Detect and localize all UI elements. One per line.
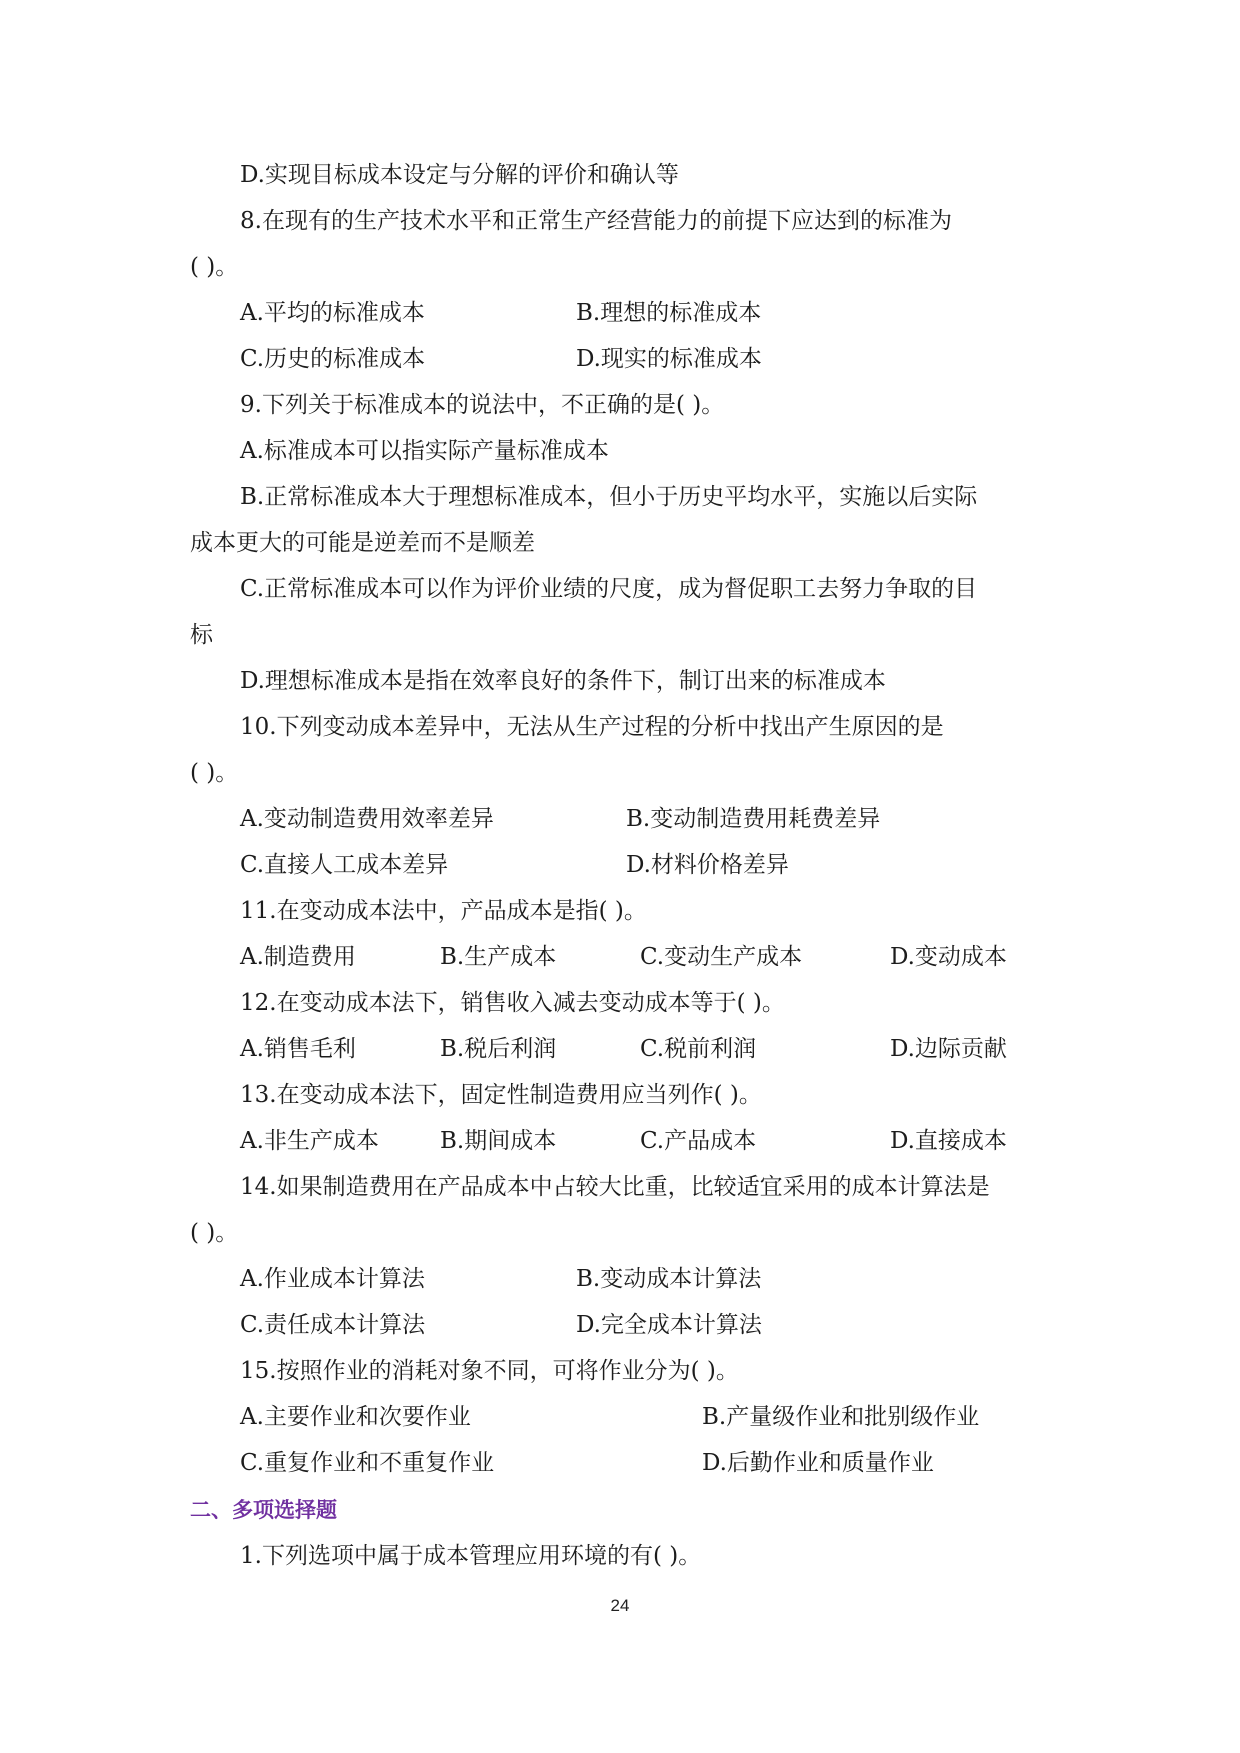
q14-option-c: C.责任成本计算法 — [240, 1312, 426, 1338]
q15-stem: 15.按照作业的消耗对象不同，可将作业分为( )。 — [240, 1358, 739, 1384]
q14-stem-continuation: ( )。 — [190, 1220, 239, 1246]
q15-option-d: D.后勤作业和质量作业 — [702, 1450, 934, 1476]
q14-option-b: B.变动成本计算法 — [576, 1266, 762, 1292]
q8-option-a: A.平均的标准成本 — [240, 300, 425, 326]
q13-option-b: B.期间成本 — [440, 1128, 557, 1154]
q11-option-c: C.变动生产成本 — [640, 944, 803, 970]
q11-option-d: D.变动成本 — [890, 944, 1007, 970]
q10-option-d: D.材料价格差异 — [626, 852, 789, 878]
q15-option-a: A.主要作业和次要作业 — [240, 1404, 471, 1430]
q13-option-a: A.非生产成本 — [240, 1128, 379, 1154]
q10-option-b: B.变动制造费用耗费差异 — [626, 806, 881, 832]
q9-option-d: D.理想标准成本是指在效率良好的条件下，制订出来的标准成本 — [240, 668, 886, 694]
q9-option-c-line2: 标 — [190, 622, 213, 648]
q15-option-b: B.产量级作业和批别级作业 — [702, 1404, 980, 1430]
page-number: 24 — [610, 1596, 630, 1615]
q8-stem-continuation: ( )。 — [190, 254, 239, 280]
q9-option-b-line2: 成本更大的可能是逆差而不是顺差 — [190, 530, 535, 556]
q9-stem: 9.下列关于标准成本的说法中，不正确的是( )。 — [240, 392, 725, 418]
q14-stem: 14.如果制造费用在产品成本中占较大比重，比较适宜采用的成本计算法是 — [240, 1174, 990, 1200]
section-heading-multiple-choice: 二、多项选择题 — [190, 1498, 337, 1522]
q10-option-c: C.直接人工成本差异 — [240, 852, 449, 878]
q9-option-c-line1: C.正常标准成本可以作为评价业绩的尺度，成为督促职工去努力争取的目 — [240, 576, 978, 602]
q8-option-d: D.现实的标准成本 — [576, 346, 762, 372]
q7-option-d: D.实现目标成本设定与分解的评价和确认等 — [240, 162, 679, 188]
q10-option-a: A.变动制造费用效率差异 — [240, 806, 494, 832]
q12-option-a: A.销售毛利 — [240, 1036, 356, 1062]
q10-stem-continuation: ( )。 — [190, 760, 239, 786]
q14-option-d: D.完全成本计算法 — [576, 1312, 762, 1338]
q12-option-b: B.税后利润 — [440, 1036, 557, 1062]
q8-stem: 8.在现有的生产技术水平和正常生产经营能力的前提下应达到的标准为 — [240, 208, 952, 234]
q12-option-c: C.税前利润 — [640, 1036, 757, 1062]
q14-option-a: A.作业成本计算法 — [240, 1266, 425, 1292]
q13-option-c: C.产品成本 — [640, 1128, 757, 1154]
q11-option-b: B.生产成本 — [440, 944, 557, 970]
q8-option-c: C.历史的标准成本 — [240, 346, 426, 372]
q9-option-a: A.标准成本可以指实际产量标准成本 — [240, 438, 609, 464]
q12-option-d: D.边际贡献 — [890, 1036, 1007, 1062]
q10-stem: 10.下列变动成本差异中，无法从生产过程的分析中找出产生原因的是 — [240, 714, 944, 740]
q11-option-a: A.制造费用 — [240, 944, 356, 970]
q15-option-c: C.重复作业和不重复作业 — [240, 1450, 495, 1476]
q13-option-d: D.直接成本 — [890, 1128, 1007, 1154]
q13-stem: 13.在变动成本法下，固定性制造费用应当列作( )。 — [240, 1082, 762, 1108]
mq1-stem: 1.下列选项中属于成本管理应用环境的有( )。 — [240, 1543, 702, 1569]
q8-option-b: B.理想的标准成本 — [576, 300, 762, 326]
q9-option-b-line1: B.正常标准成本大于理想标准成本，但小于历史平均水平，实施以后实际 — [240, 484, 978, 510]
q11-stem: 11.在变动成本法中，产品成本是指( )。 — [240, 898, 647, 924]
q12-stem: 12.在变动成本法下，销售收入减去变动成本等于( )。 — [240, 990, 785, 1016]
